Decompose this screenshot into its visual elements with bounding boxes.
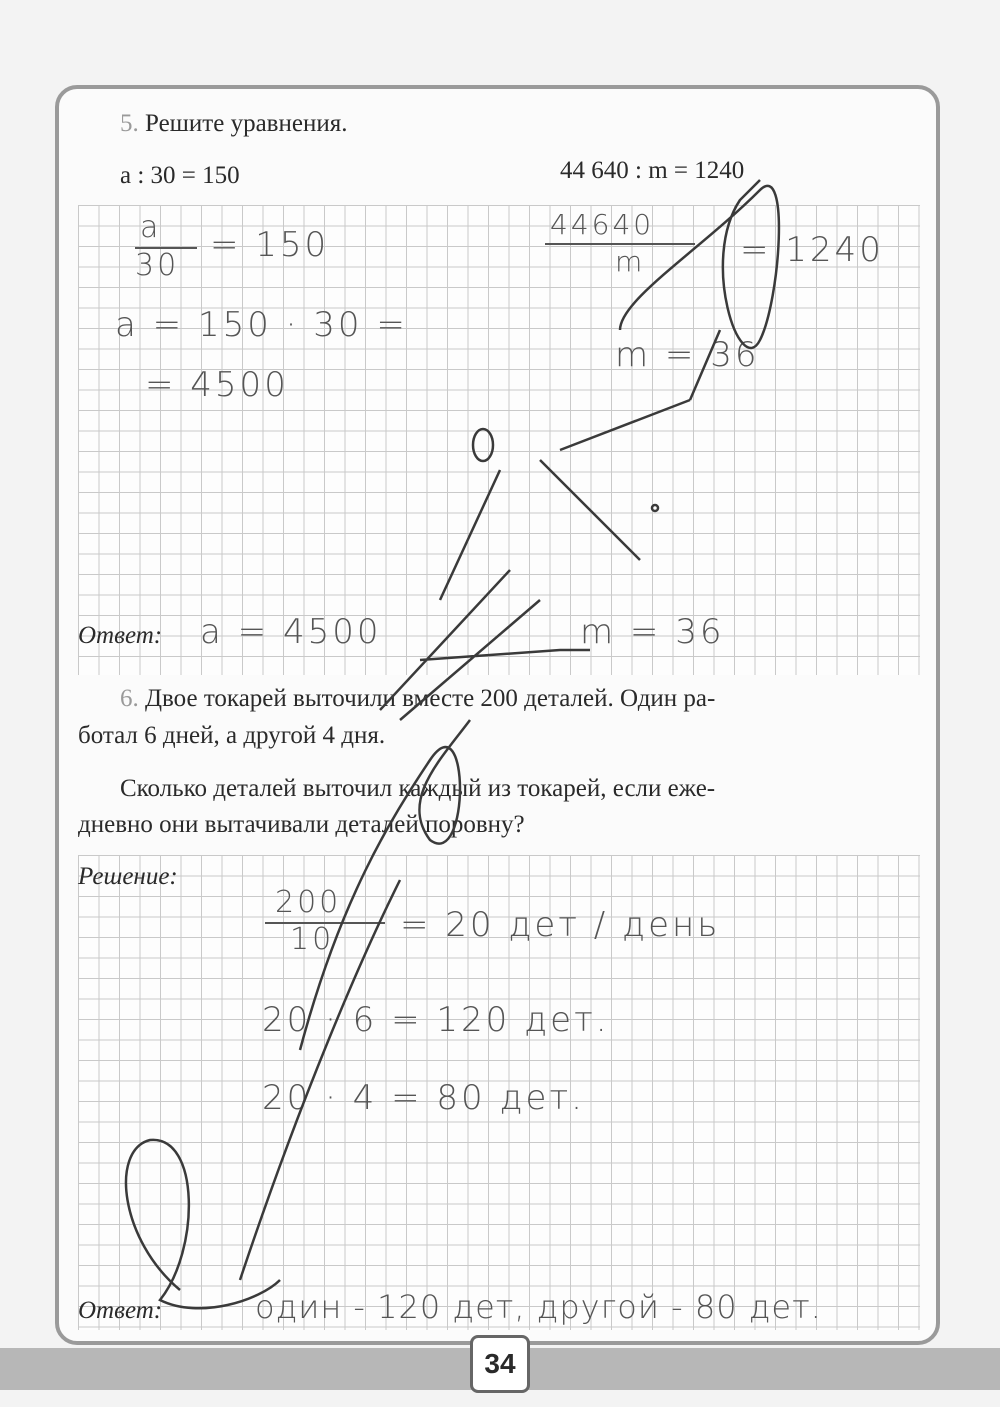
task6-text: Двое токарей выточили вместе 200 деталей. Один ра- [145,685,716,712]
task5-number: 5. [120,110,139,137]
equation-2: 44 640 : m = 1240 [560,157,745,184]
task5-answer-label: Ответ: [78,622,163,649]
work3-line3: 20 · 4 = 80 дет. [262,1078,585,1118]
equation-1: a : 30 = 150 [120,162,240,189]
work2-numerator: 44640 [550,208,655,241]
work2-line2: m = 36 [615,335,760,375]
work3-numerator: 200 [275,885,342,920]
task6-line3: Сколько деталей выточил каждый из токарей, если еже- [120,775,716,802]
work1-line3: = 4500 [145,365,289,405]
work2-rhs: = 1240 [740,230,884,270]
work3-denominator: 10 [290,922,335,957]
work1-numerator: a [140,210,162,245]
work1-line2: a = 150 · 30 = [115,305,408,345]
work2-denominator: m [615,245,646,278]
page-number: 34 [470,1335,530,1393]
task6-number: 6. [120,685,139,712]
task6-line4: дневно они вытачивали деталей поровну? [78,811,525,838]
solution-label: Решение: [78,863,178,890]
task6-answer: один - 120 дет, другой - 80 дет. [255,1288,822,1326]
task6-line2: ботал 6 дней, а другой 4 дня. [78,722,386,749]
task5-title: Решите уравнения. [145,110,348,137]
work3-line2: 20 · 6 = 120 дет. [262,1000,610,1040]
task5-answer1: a = 4500 [200,612,382,652]
task6-answer-label: Ответ: [78,1297,163,1324]
task5-answer2: m = 36 [580,612,725,652]
work1-rhs: = 150 [210,225,330,265]
work1-denominator: 30 [135,248,180,283]
work3-rhs: = 20 дет / день [400,905,721,945]
